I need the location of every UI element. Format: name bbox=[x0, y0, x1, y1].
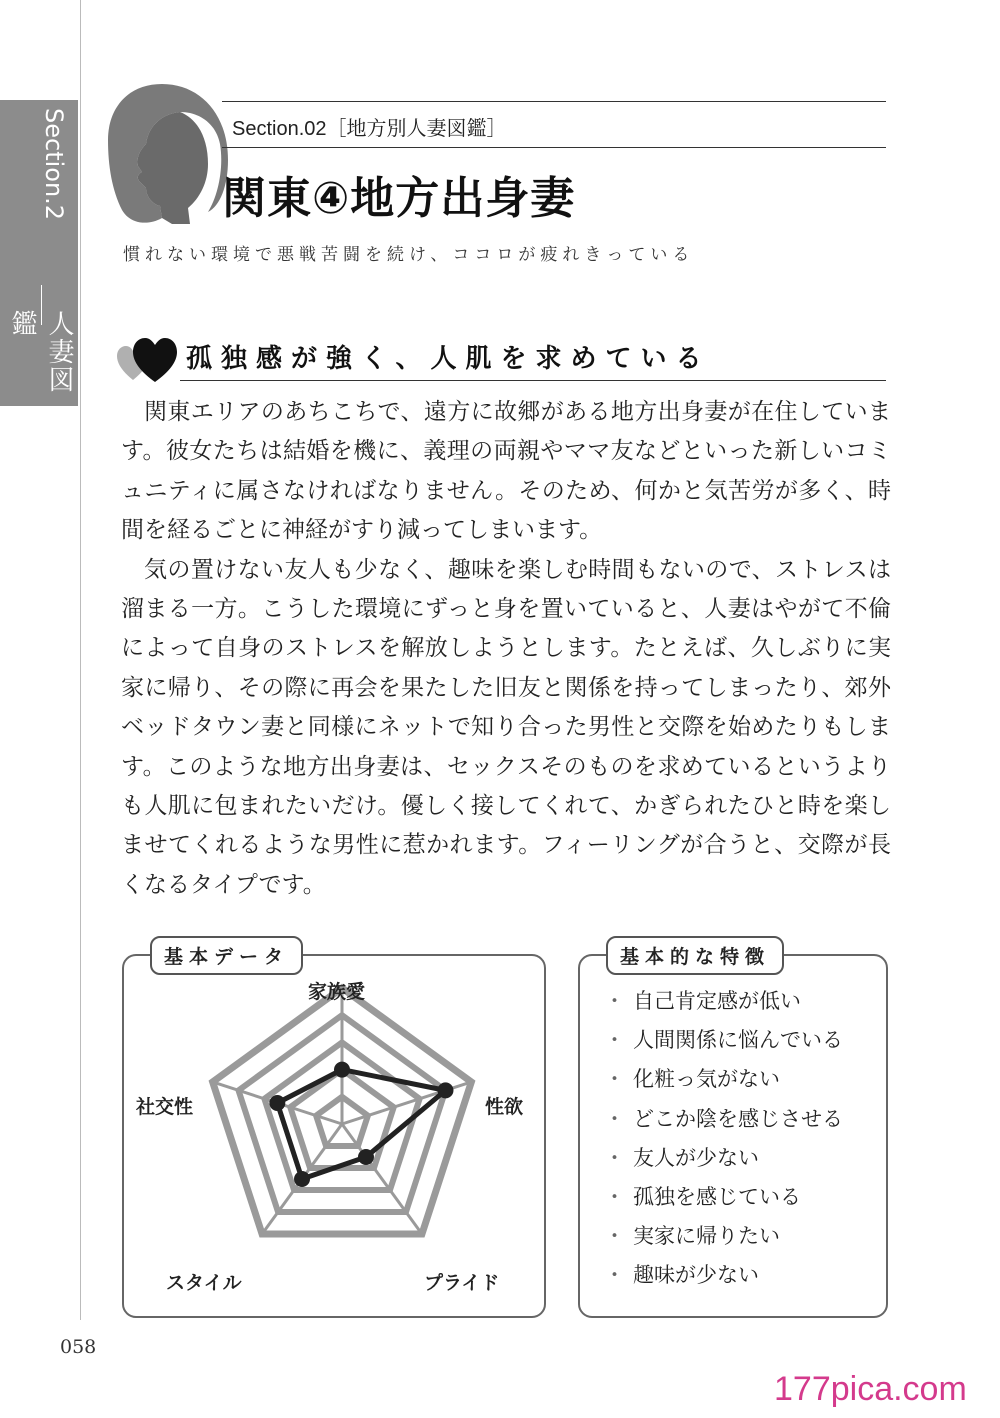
features-item: ・ 自己肯定感が低い bbox=[604, 989, 801, 1013]
radar-axis-label-libido: 性欲 bbox=[485, 1096, 524, 1118]
watermark-text: 177pica.com bbox=[774, 1370, 967, 1408]
section-label: Section.02［地方別人妻図鑑］ bbox=[232, 118, 507, 140]
radar-axis-label-pride: プライド bbox=[424, 1272, 500, 1294]
side-tab-category: 地方別人妻図鑑 bbox=[7, 310, 111, 394]
features-list bbox=[604, 982, 843, 1296]
basic-data-label: 基本データ bbox=[150, 936, 303, 975]
bullet-dot: ・ bbox=[604, 1224, 625, 1249]
features-item: ・ 化粧っ気がない bbox=[604, 1067, 780, 1092]
radar-data-point bbox=[269, 1095, 285, 1111]
features-item: ・ 実家に帰りたい bbox=[604, 1224, 780, 1249]
features-item: ・ 人間関係に悩んでいる bbox=[604, 1028, 843, 1053]
radar-data-point bbox=[334, 1062, 350, 1078]
article-heading: 孤独感が強く、人肌を求めている bbox=[186, 344, 711, 374]
heading-rule bbox=[180, 380, 886, 381]
bullet-dot: ・ bbox=[604, 989, 625, 1013]
radar-data-point bbox=[437, 1082, 453, 1098]
bullet-dot: ・ bbox=[604, 1145, 625, 1170]
article-body bbox=[121, 393, 891, 905]
hearts-icon bbox=[115, 336, 179, 386]
features-item: ・ 孤独を感じている bbox=[604, 1185, 801, 1210]
features-item: ・ 趣味が少ない bbox=[604, 1263, 759, 1288]
radar-axis-label-family: 家族愛 bbox=[308, 981, 366, 1003]
radar-data-point bbox=[294, 1171, 310, 1187]
page-subtitle: 慣れない環境で悪戦苦闘を続け、ココロが疲れきっている bbox=[123, 245, 695, 265]
section-side-tab bbox=[0, 100, 111, 406]
radar-chart bbox=[122, 954, 546, 1318]
header-rule-bottom bbox=[222, 147, 886, 148]
article-paragraph-1: 関東エリアのあちこちで、遠方に故郷がある地方出身妻が在住しています。彼女たちは結婚を機に、義理の両親やママ友などといった新しいコミュニティに属さなければなりません。そのため、何かと気苦労が多く、時間を経るごとに神経がすり減ってしまいます。 bbox=[121, 399, 891, 544]
bullet-dot: ・ bbox=[604, 1185, 625, 1210]
features-item: ・ 友人が少ない bbox=[604, 1145, 759, 1170]
radar-axis-label-style: スタイル bbox=[166, 1272, 242, 1294]
features-item: ・ どこか陰を感じさせる bbox=[604, 1106, 843, 1131]
side-tab-section: Section.2 bbox=[40, 108, 68, 221]
page-number: 058 bbox=[60, 1336, 97, 1358]
radar-axis-label-social: 社交性 bbox=[136, 1096, 194, 1118]
woman-silhouette-icon bbox=[100, 78, 230, 228]
radar-data-point bbox=[358, 1149, 374, 1165]
article-paragraph-2: 気の置けない友人も少なく、趣味を楽しむ時間もないので、ストレスは溜まる一方。こうした環境にずっと身を置いていると、人妻はやがて不倫によって自身のストレスを解放しようとします。たとえば、久しぶりに実家に帰り、その際に再会を果たした旧友と関係を持ってしまったり、郊外ベッドタウン妻と同様にネットで知り合った男性と交際を始めたりもします。このような地方出身妻は、セックスそのものを求めているというよりも人肌に包まれたいだけ。優しく接してくれて、かぎられたひと時を楽しませてくれるような男性に惹かれます。フィーリングが合うと、交際が長くなるタイプです。 bbox=[121, 556, 891, 898]
header-rule-top bbox=[222, 101, 886, 102]
margin-rule bbox=[80, 0, 81, 1320]
bullet-dot: ・ bbox=[604, 1028, 625, 1053]
features-label: 基本的な特徴 bbox=[606, 936, 784, 975]
page-title: 関東④地方出身妻 bbox=[222, 173, 576, 224]
bullet-dot: ・ bbox=[604, 1106, 625, 1131]
bullet-dot: ・ bbox=[604, 1263, 625, 1288]
bullet-dot: ・ bbox=[604, 1067, 625, 1092]
